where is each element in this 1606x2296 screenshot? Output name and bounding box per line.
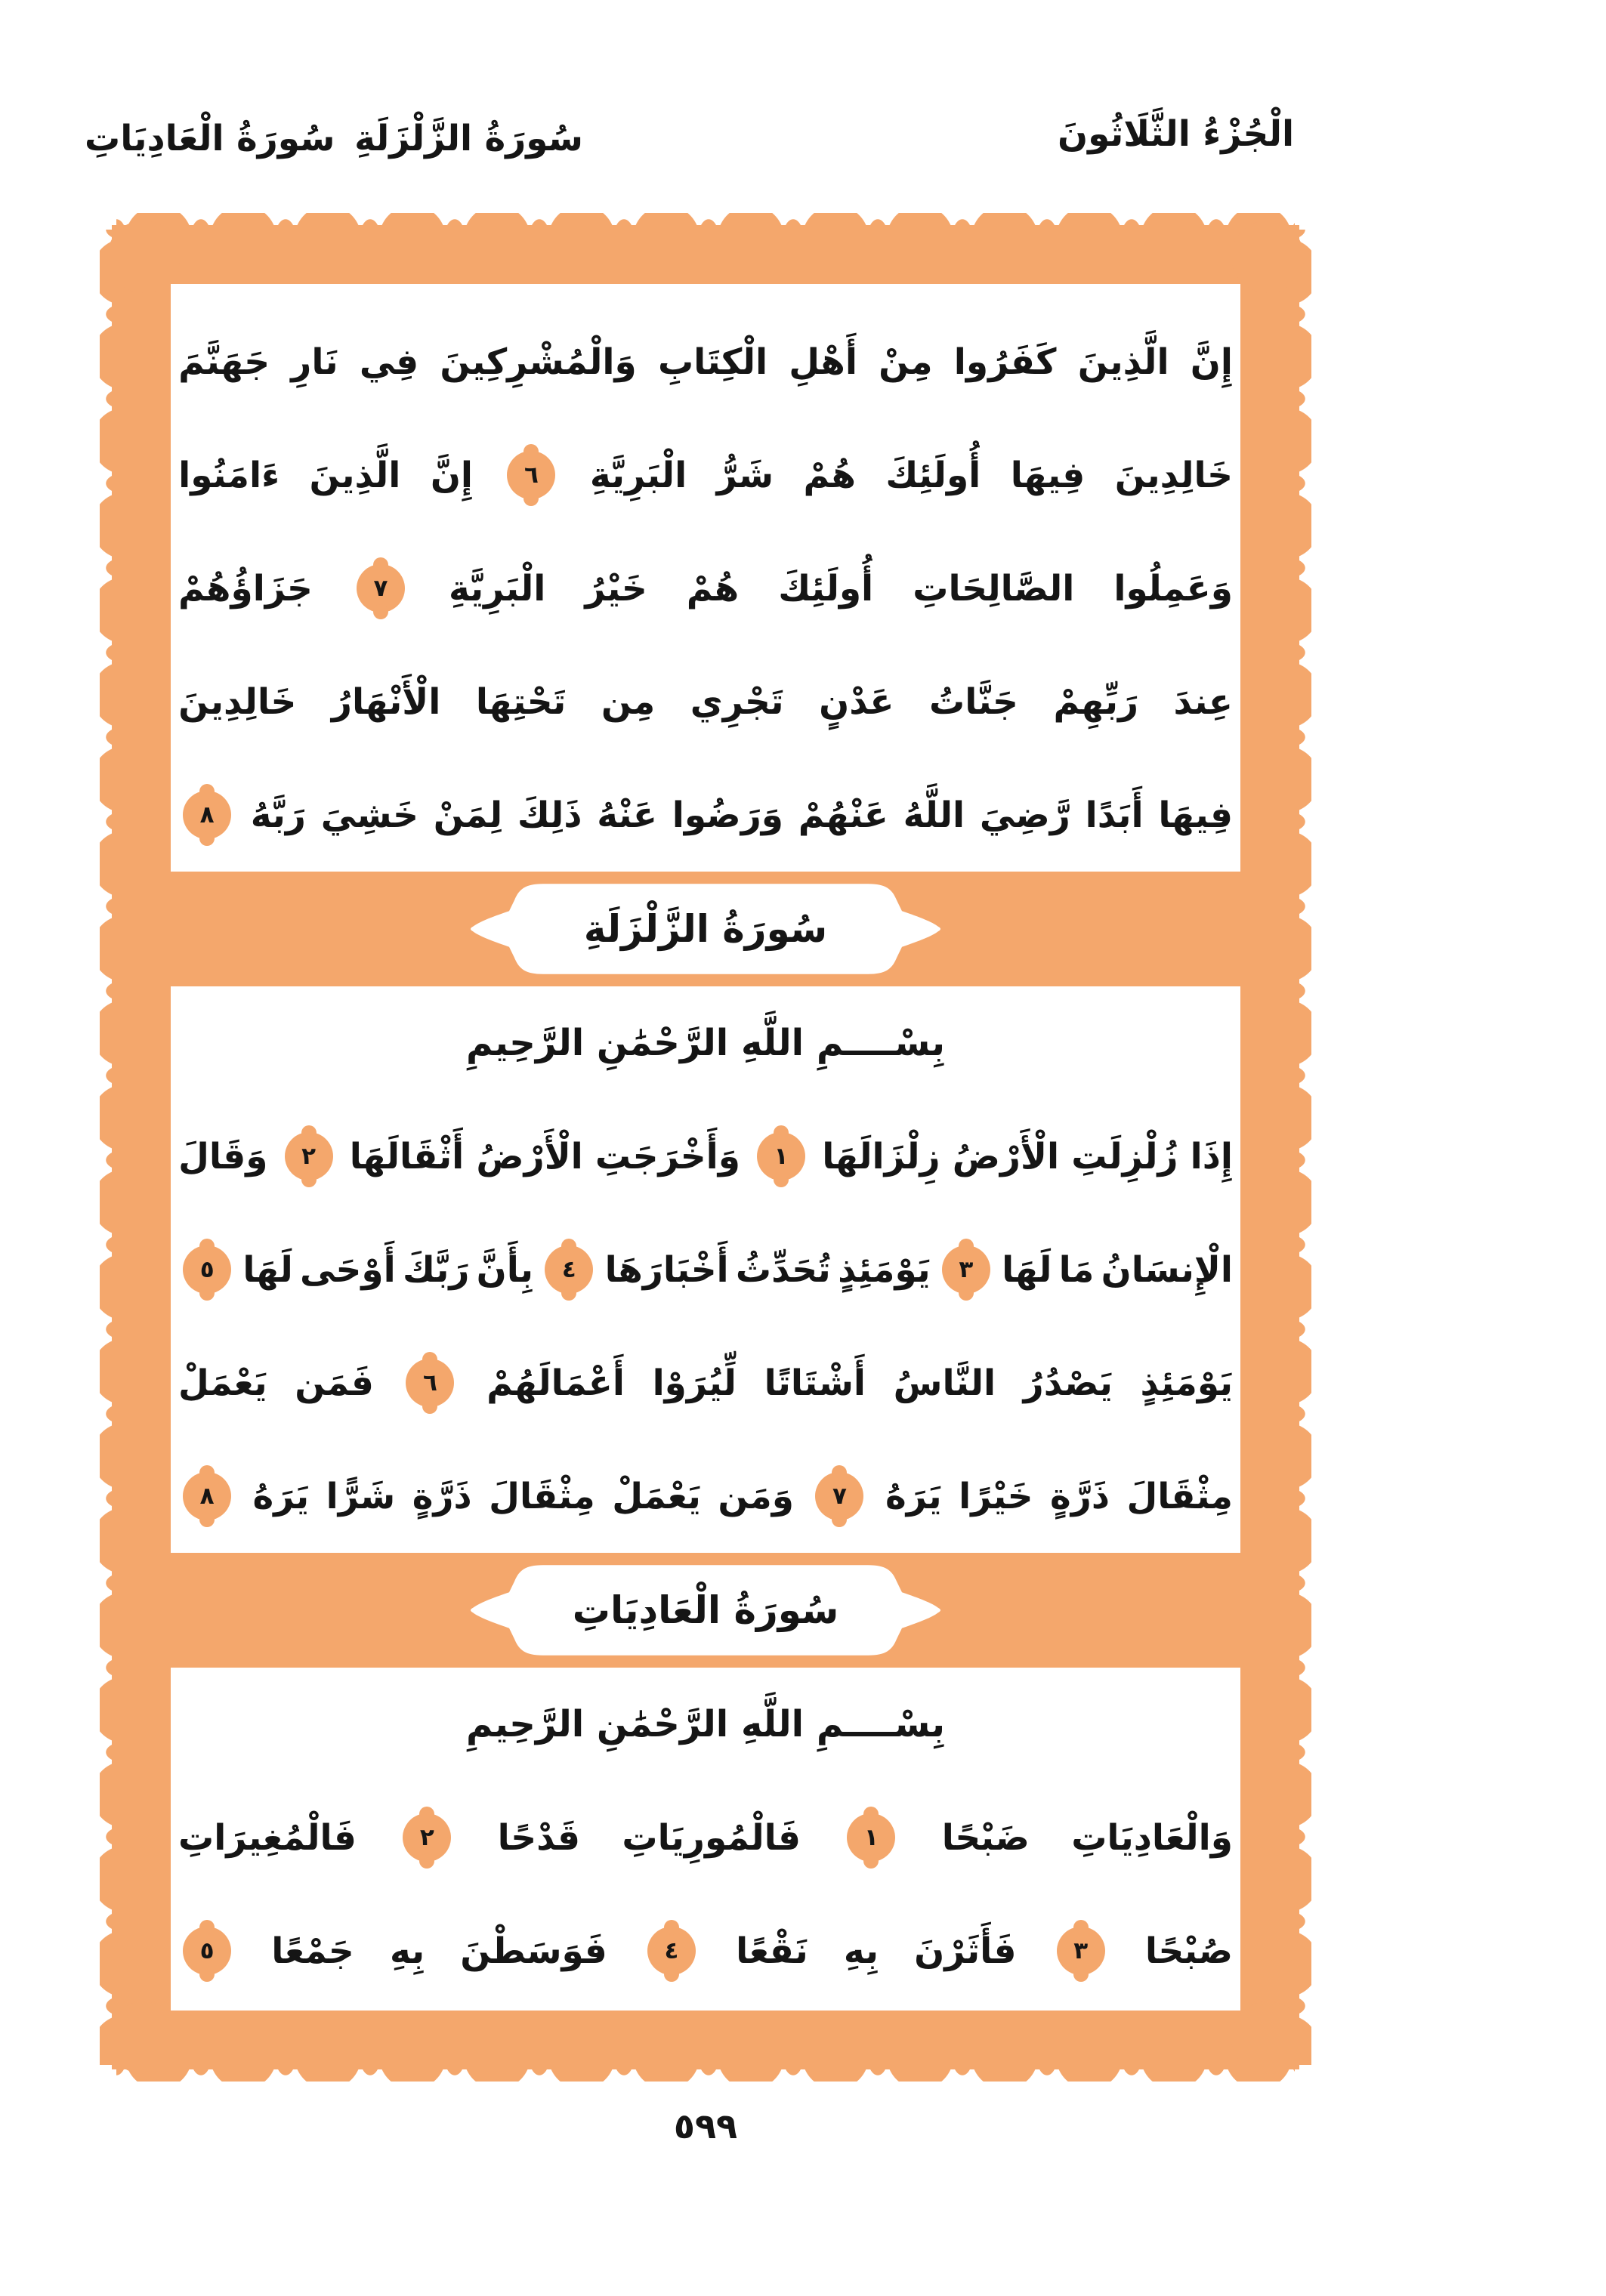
quran-word: يَرَهُ: [885, 1475, 942, 1517]
verse-number: ٣: [1073, 1936, 1089, 1964]
verse-marker-rosette-icon: [1057, 1927, 1105, 1975]
header-surah-adiyat: سُورَةُ الْعَادِيَاتِ: [85, 118, 335, 159]
quran-word: الْبَرِيَّةِ: [589, 454, 687, 496]
quran-word: أَخْبَارَهَا: [604, 1248, 729, 1291]
quran-word: يَعْمَلْ: [178, 1362, 267, 1404]
verse-number: ١: [863, 1823, 879, 1851]
quran-word: أَبَدًا: [1085, 794, 1144, 836]
quran-word: رَبَّكَ: [402, 1248, 470, 1291]
quran-word: يَعْمَلْ: [612, 1475, 701, 1517]
quran-word: فَالْمُورِيَاتِ: [622, 1816, 801, 1859]
verse-marker-rosette-icon: [507, 451, 555, 499]
verse-marker-rosette-icon: [942, 1245, 990, 1294]
verse-marker-rosette-icon: [815, 1472, 863, 1520]
page-number: ٥٩٩: [673, 2106, 738, 2146]
quran-word: اللَّهُ: [903, 794, 965, 836]
quran-word: أُولَئِكَ: [885, 454, 981, 496]
ayah-line: [171, 645, 1240, 758]
quran-word: ذَلِكَ: [517, 794, 582, 836]
quran-word: أُولَئِكَ: [778, 567, 874, 609]
quran-word: جَنَّاتُ: [928, 680, 1018, 723]
ayah-line: [171, 532, 1240, 645]
quran-word: لِمَنْ: [433, 794, 503, 836]
quran-word: فِيهَا: [1010, 454, 1086, 496]
quran-word: فَالْمُغِيرَاتِ: [178, 1816, 357, 1859]
quran-word: ذَرَّةٍ: [1050, 1475, 1110, 1517]
quran-word: خَيْرُ: [585, 567, 647, 609]
quran-word: عَدْنٍ: [819, 680, 894, 723]
quran-word: وَأَخْرَجَتِ: [595, 1135, 740, 1177]
quran-word: تُحَدِّثُ: [735, 1248, 831, 1291]
quran-word: عَنْهُمْ: [798, 794, 888, 836]
verse-marker-rosette-icon: [183, 1472, 231, 1520]
quran-word: جَزَاؤُهُمْ: [178, 567, 313, 609]
quran-word: خَيْرًا: [959, 1475, 1033, 1517]
frame-corner-ornament: [1231, 2001, 1304, 2074]
quran-word: أَثْقَالَهَا: [349, 1135, 465, 1177]
quran-word: الْأَرْضُ: [952, 1135, 1060, 1177]
quran-word: عَنْهُ: [597, 794, 657, 836]
quran-word: وَعَمِلُوا: [1113, 567, 1233, 609]
quran-word: رَبِّهِمْ: [1053, 680, 1139, 723]
quran-word: هُمْ: [803, 454, 856, 496]
quran-word: لِّيُرَوْا: [652, 1362, 737, 1404]
verse-number: ٢: [419, 1823, 434, 1851]
verse-number: ٤: [561, 1255, 576, 1283]
quran-word: الَّذِينَ: [309, 454, 401, 496]
verse-number: ٥: [199, 1936, 215, 1964]
quran-word: يَصْدُرُ: [1023, 1362, 1113, 1404]
quran-word: فِيهَا: [1158, 794, 1233, 836]
ayah-line: [171, 1213, 1240, 1326]
quran-word: ذَرَّةٍ: [412, 1475, 472, 1517]
verse-number: ٢: [301, 1142, 317, 1170]
quran-word: أَوْحَى: [299, 1248, 396, 1291]
bismillah: بِسْــــمِ اللَّهِ الرَّحْمَٰنِ الرَّحِيمِ: [466, 1703, 945, 1745]
quran-word: خَالِدِينَ: [1114, 454, 1233, 496]
quran-word: فَأَثَرْنَ: [914, 1930, 1017, 1972]
verse-marker-rosette-icon: [403, 1813, 451, 1862]
surah-title: سُورَةُ الزَّلْزَلَةِ: [583, 907, 828, 951]
quran-word: زُلْزِلَتِ: [1071, 1135, 1178, 1177]
quran-word: مَا: [1058, 1248, 1095, 1291]
surah-banner: [171, 872, 1240, 986]
quran-word: رَبَّهُ: [250, 794, 306, 836]
quran-word: كَفَرُوا: [953, 341, 1057, 383]
verse-marker-rosette-icon: [183, 1927, 231, 1975]
header-surah-names: [85, 118, 583, 159]
quran-word: الْأَنْهَارُ: [331, 680, 441, 723]
quran-word: الْبَرِيَّةِ: [449, 567, 546, 609]
quran-word: الْكِتَابِ: [657, 341, 768, 383]
ornamental-frame: [89, 202, 1322, 2092]
quran-word: تَجْرِي: [690, 680, 784, 723]
verse-number: ٨: [199, 1482, 215, 1510]
header-juz-title: الْجُزْءُ الثَّلَاثُونَ: [1058, 113, 1295, 155]
quran-word: وَالْمُشْرِكِينَ: [440, 341, 637, 383]
ayah-line: [171, 1440, 1240, 1553]
ayah-line: [171, 418, 1240, 532]
quran-word: لَهَا: [1002, 1248, 1052, 1291]
quran-word: شَرًّا: [326, 1475, 396, 1517]
verse-marker-rosette-icon: [285, 1132, 333, 1180]
verse-number: ٤: [664, 1936, 679, 1964]
ayah-line: [171, 1100, 1240, 1213]
quran-word: قَدْحًا: [497, 1816, 581, 1859]
quran-word: إِذَا: [1190, 1135, 1233, 1177]
quran-word: يَوْمَئِذٍ: [1140, 1362, 1233, 1404]
quran-word: إِنَّ: [1190, 341, 1233, 383]
quran-word: وَالْعَادِيَاتِ: [1071, 1816, 1233, 1859]
header-surah-zalzalah: سُورَةُ الزَّلْزَلَةِ: [354, 118, 583, 159]
quran-word: بِهِ: [843, 1930, 879, 1972]
quran-word: ءَامَنُوا: [178, 454, 280, 496]
verse-number: ٦: [524, 461, 539, 489]
quran-word: فَمَن: [295, 1362, 374, 1404]
verse-marker-rosette-icon: [183, 791, 231, 839]
verse-number: ٧: [373, 574, 388, 602]
quran-word: أَشْتَاتًا: [764, 1362, 866, 1404]
quran-word: أَعْمَالَهُمْ: [486, 1362, 625, 1404]
quran-word: لَهَا: [242, 1248, 293, 1291]
quran-word: خَالِدِينَ: [178, 680, 297, 723]
quran-word: زِلْزَالَهَا: [822, 1135, 940, 1177]
quran-word: وَمَن: [718, 1475, 794, 1517]
verse-number: ٥: [199, 1255, 215, 1283]
frame-corner-ornament: [107, 221, 180, 293]
quran-word: جَهَنَّمَ: [178, 341, 270, 383]
verse-marker-rosette-icon: [406, 1359, 454, 1407]
quran-word: الْإِنسَانُ: [1101, 1248, 1233, 1291]
verse-number: ٣: [959, 1255, 974, 1283]
frame-corner-ornament: [107, 2001, 180, 2074]
verse-marker-rosette-icon: [757, 1132, 805, 1180]
quran-word: هُمْ: [686, 567, 740, 609]
verse-marker-rosette-icon: [847, 1813, 895, 1862]
quran-word: صُبْحًا: [1144, 1930, 1233, 1972]
quran-word: الصَّالِحَاتِ: [913, 567, 1075, 609]
surah-banner: [171, 1553, 1240, 1668]
ayah-line: [171, 305, 1240, 418]
quran-word: إِنَّ: [430, 454, 474, 496]
ayah-line: [171, 1781, 1240, 1894]
surah-title: سُورَةُ الْعَادِيَاتِ: [572, 1588, 839, 1632]
quran-word: فَوَسَطْنَ: [460, 1930, 607, 1972]
ayah-line: [171, 1326, 1240, 1440]
quran-word: مِثْقَالَ: [489, 1475, 595, 1517]
quran-word: مِنْ: [879, 341, 933, 383]
quran-word: الْأَرْضُ: [476, 1135, 583, 1177]
quran-word: يَرَهُ: [252, 1475, 310, 1517]
quran-word: نَارِ: [291, 341, 338, 383]
quran-word: يَوْمَئِذٍ: [838, 1248, 931, 1291]
quran-word: ضَبْحًا: [941, 1816, 1030, 1859]
quran-word: النَّاسُ: [893, 1362, 996, 1404]
verse-number: ١: [774, 1142, 789, 1170]
quran-word: عِندَ: [1173, 680, 1233, 723]
frame-corner-ornament: [1231, 221, 1304, 293]
quran-word: شَرُّ: [716, 454, 774, 496]
quran-word: وَقَالَ: [178, 1135, 268, 1177]
quran-word: بِأَنَّ: [476, 1248, 534, 1291]
verse-marker-rosette-icon: [647, 1927, 696, 1975]
quran-word: أَهْلِ: [789, 341, 857, 383]
quran-word: نَقْعًا: [736, 1930, 808, 1972]
quran-word: رَّضِيَ: [979, 794, 1070, 836]
verse-marker-rosette-icon: [183, 1245, 231, 1294]
quran-word: مِن: [601, 680, 656, 723]
ayah-line: [171, 1894, 1240, 2007]
quran-word: فِي: [359, 341, 419, 383]
quran-word: الَّذِينَ: [1077, 341, 1169, 383]
quran-word: بِهِ: [389, 1930, 425, 1972]
quran-word: وَرَضُوا: [672, 794, 783, 836]
verse-number: ٦: [423, 1369, 437, 1396]
quran-word: مِثْقَالَ: [1126, 1475, 1233, 1517]
mushaf-content: [171, 284, 1240, 2011]
verse-number: ٨: [199, 801, 215, 829]
quran-word: تَحْتِهَا: [475, 680, 567, 723]
verse-marker-rosette-icon: [357, 564, 405, 613]
verse-number: ٧: [832, 1482, 847, 1510]
ayah-line: [171, 758, 1240, 872]
quran-word: خَشِيَ: [320, 794, 418, 836]
bismillah: بِسْــــمِ اللَّهِ الرَّحْمَٰنِ الرَّحِيمِ: [466, 1022, 945, 1064]
verse-marker-rosette-icon: [545, 1245, 593, 1294]
quran-word: جَمْعًا: [271, 1930, 354, 1972]
